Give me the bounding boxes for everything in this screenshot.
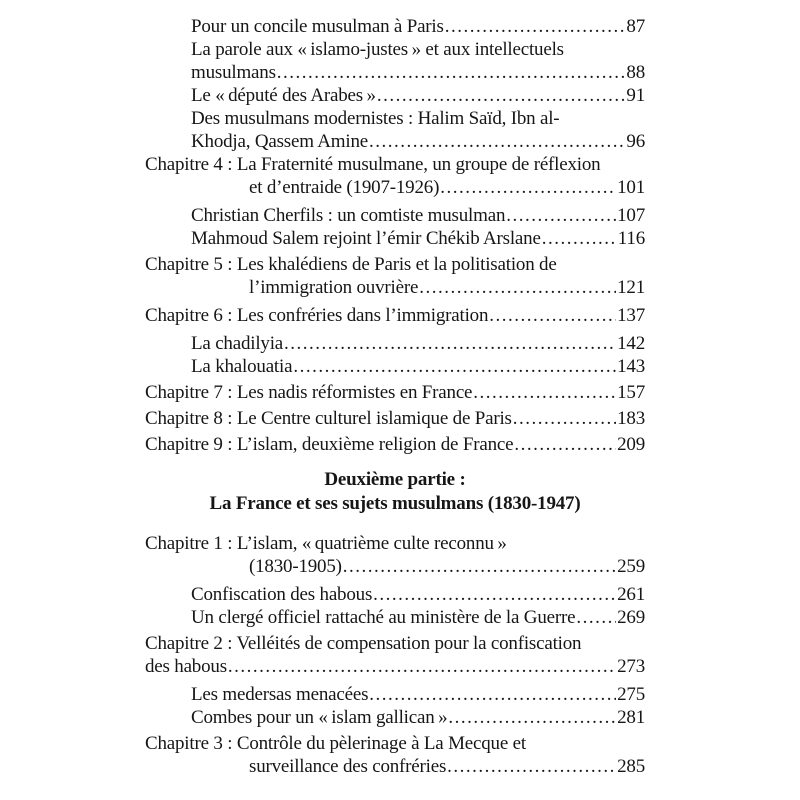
- toc-entry: [145, 683, 645, 706]
- toc-entry: [145, 204, 645, 227]
- page-number: 116: [617, 228, 645, 249]
- toc-entry-text: Chapitre 1 : L’islam, « quatrième culte reconnu »: [145, 533, 507, 554]
- toc-entry: [145, 555, 645, 578]
- page-number: 183: [617, 408, 645, 429]
- toc-entry: [145, 253, 645, 276]
- page-number: 261: [617, 584, 645, 605]
- dot-leader: [542, 227, 617, 250]
- toc-entry: [145, 606, 645, 629]
- toc-entry: [145, 227, 645, 250]
- page-number: 91: [626, 85, 645, 106]
- toc-entry-text: des habous: [145, 656, 227, 677]
- page-number: 121: [617, 277, 645, 298]
- toc-entry-text: La parole aux « islamo-justes » et aux intellectuels: [191, 39, 564, 60]
- toc-entry: [145, 355, 645, 378]
- toc-entry-text: Un clergé officiel rattaché au ministère de la Guerre: [191, 607, 576, 628]
- toc-entry-text: (1830-1905): [249, 556, 342, 577]
- page-number: 88: [626, 62, 645, 83]
- page-number: 137: [617, 305, 645, 326]
- toc-entry: [145, 107, 645, 130]
- toc-entry-text: Chapitre 6 : Les confréries dans l’immigration: [145, 305, 489, 326]
- page-number: 269: [617, 607, 645, 628]
- page-number: 281: [617, 707, 645, 728]
- toc-entry: [145, 433, 645, 456]
- toc-entry: [145, 732, 645, 755]
- toc-entry-text: Confiscation des habous: [191, 584, 373, 605]
- toc-entry: [145, 84, 645, 107]
- toc-entry-text: Chapitre 9 : L’islam, deuxième religion de France: [145, 434, 514, 455]
- page-number: 107: [617, 205, 645, 226]
- table-of-contents: [145, 15, 645, 778]
- dot-leader: [489, 304, 616, 327]
- dot-leader: [473, 381, 616, 404]
- toc-entry-text: Christian Cherfils : un comtiste musulman: [191, 205, 506, 226]
- toc-entry: [145, 632, 645, 655]
- toc-entry: [145, 130, 645, 153]
- toc-entry-text: Le « député des Arabes »: [191, 85, 376, 106]
- dot-leader: [576, 606, 616, 629]
- dot-leader: [377, 84, 626, 107]
- dot-leader: [369, 683, 616, 706]
- dot-leader: [513, 407, 616, 430]
- toc-entry-text: Chapitre 2 : Velléités de compensation pour la confiscation: [145, 633, 582, 654]
- dot-leader: [293, 355, 616, 378]
- toc-entry: [145, 15, 645, 38]
- toc-entry-text: Chapitre 3 : Contrôle du pèlerinage à La Mecque et: [145, 733, 526, 754]
- page-number: 87: [626, 16, 645, 37]
- toc-entry: [145, 61, 645, 84]
- toc-entry: [145, 38, 645, 61]
- page-number: 285: [617, 756, 645, 777]
- dot-leader: [343, 555, 616, 578]
- toc-entry-text: Chapitre 8 : Le Centre culturel islamique de Paris: [145, 408, 512, 429]
- toc-entry: [145, 381, 645, 404]
- dot-leader: [440, 176, 616, 199]
- toc-entry-text: Chapitre 4 : La Fraternité musulmane, un groupe de réflexion: [145, 154, 601, 175]
- toc-entry-text: surveillance des confréries: [249, 756, 447, 777]
- toc-entry: [145, 532, 645, 555]
- page-number: 209: [617, 434, 645, 455]
- page-number: 275: [617, 684, 645, 705]
- dot-leader: [506, 204, 616, 227]
- toc-entry-text: Chapitre 5 : Les khalédiens de Paris et la politisation de: [145, 254, 557, 275]
- toc-entry: [145, 176, 645, 199]
- dot-leader: [514, 433, 616, 456]
- toc-entry-text: Khodja, Qassem Amine: [191, 131, 369, 152]
- dot-leader: [369, 130, 625, 153]
- toc-entry: [145, 332, 645, 355]
- dot-leader: [284, 332, 616, 355]
- page-number: 273: [617, 656, 645, 677]
- dot-leader: [373, 583, 616, 606]
- dot-leader: [447, 755, 616, 778]
- part-heading: [145, 468, 645, 516]
- dot-leader: [277, 61, 626, 84]
- toc-entry-text: Les medersas menacées: [191, 684, 369, 705]
- toc-entry: [145, 407, 645, 430]
- page-number: 101: [617, 177, 645, 198]
- toc-entry: [145, 755, 645, 778]
- dot-leader: [419, 276, 616, 299]
- dot-leader: [445, 15, 626, 38]
- toc-entry-text: musulmans: [191, 62, 276, 83]
- toc-entry-text: l’immigration ouvrière: [249, 277, 419, 298]
- part-heading-line2: La France et ses sujets musulmans (1830-1947): [209, 493, 581, 514]
- page-number: 259: [617, 556, 645, 577]
- page-number: 157: [617, 382, 645, 403]
- page-number: 143: [617, 356, 645, 377]
- toc-entry-text: Chapitre 7 : Les nadis réformistes en France: [145, 382, 473, 403]
- dot-leader: [448, 706, 616, 729]
- toc-entry: [145, 706, 645, 729]
- dot-leader: [228, 655, 616, 678]
- toc-entry-text: La khalouatia: [191, 356, 293, 377]
- page-number: 96: [626, 131, 645, 152]
- page-number: 142: [617, 333, 645, 354]
- toc-entry: [145, 655, 645, 678]
- toc-entry: [145, 304, 645, 327]
- toc-entry-text: Combes pour un « islam gallican »: [191, 707, 448, 728]
- toc-entry-text: et d’entraide (1907-1926): [249, 177, 440, 198]
- toc-entry: [145, 583, 645, 606]
- toc-entry-text: La chadilyia: [191, 333, 284, 354]
- toc-entry-text: Mahmoud Salem rejoint l’émir Chékib Arslane: [191, 228, 541, 249]
- part-heading-line1: Deuxième partie :: [324, 469, 466, 490]
- toc-entry-text: Pour un concile musulman à Paris: [191, 16, 444, 37]
- toc-entry: [145, 153, 645, 176]
- toc-entry: [145, 276, 645, 299]
- toc-entry-text: Des musulmans modernistes : Halim Saïd, Ibn al-: [191, 108, 560, 129]
